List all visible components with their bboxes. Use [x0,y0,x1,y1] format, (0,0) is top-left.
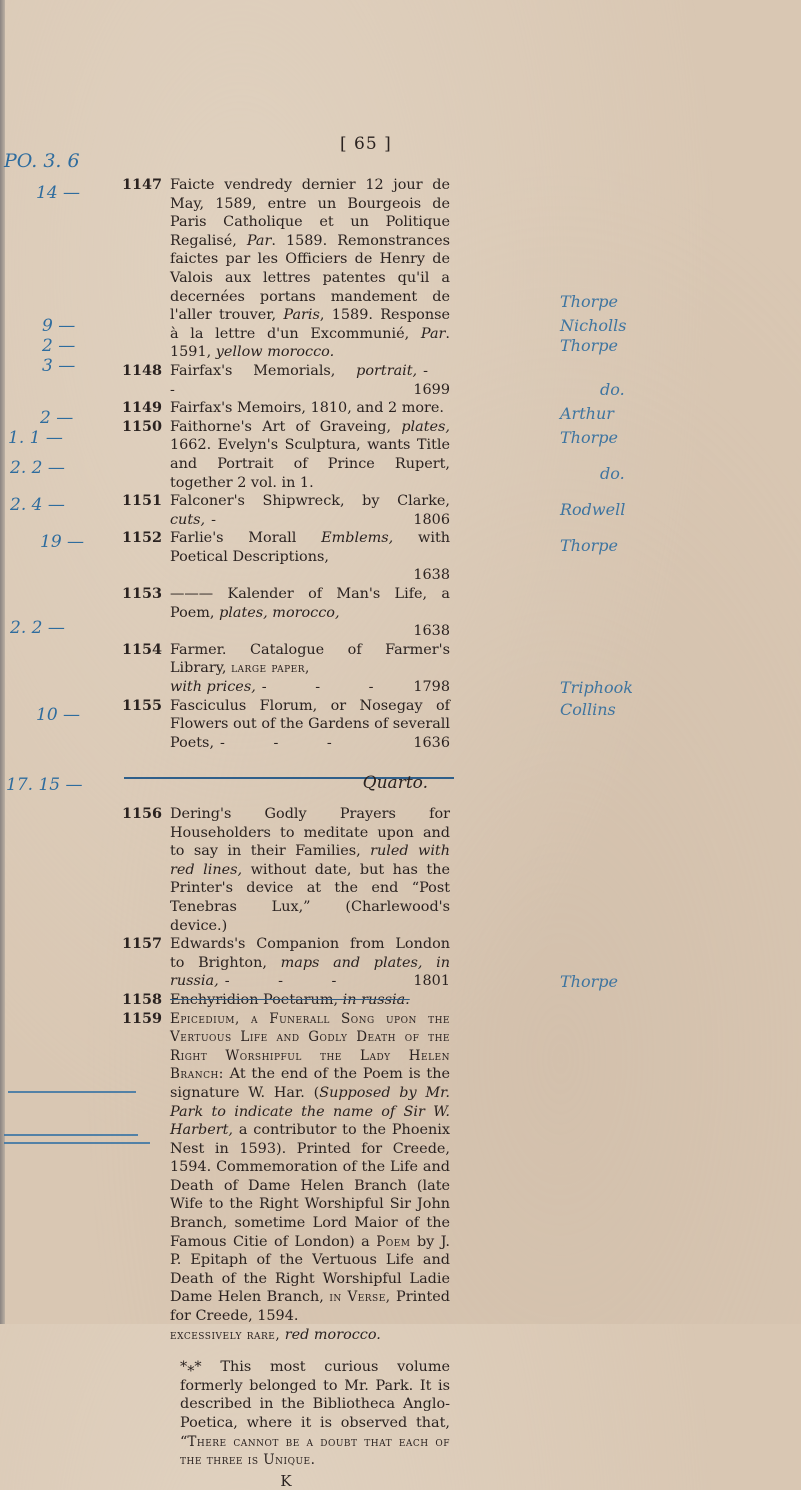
price-1150: 3 — [42,356,76,376]
lot-entry-1156 [122,805,450,935]
entry-date: 1699 [413,381,450,398]
lot-entry-1151: 1151 Falconer's Shipwreck, by Clarke, cuts, - 1806 [122,492,450,528]
entry-title: Falconer's Shipwreck, by Clarke, [170,493,450,510]
entry-text: . 1589. Remonstrances faictes par les Officiers de Henry de Valois aux lettres patentes qu'il a decernées portans mandement de l'aller trouver, [170,232,450,324]
lot-entry-1152 [122,529,450,585]
entry-date: 1798 [413,679,450,696]
entry-text: , 1589. Response à la lettre d'un Excommunié, [170,307,450,342]
entry-date: 1638 [413,567,450,584]
buyer-1150: do. [600,380,625,399]
lot-number: 1148 [122,361,163,379]
buyer-1151: Arthur [560,404,614,423]
lot-number: 1151 [122,492,163,510]
entry-note: maps and plates, in russia, [170,954,450,990]
price-1147: 14 — [36,183,81,203]
entry-text: Par [246,232,272,249]
entry-smallcaps: Poem [376,1233,411,1250]
lot-entry-1154: 1154 Farmer. Catalogue of Farmer's Library, large paper, with prices, - - - 1798 [122,640,450,696]
footnote-text: This most curious volume formerly belonged to Mr. Park. It is described in the Bibliotheca Anglo-Poetica, where it is observed that, “ [180,1359,450,1450]
entry-text: without date, but has the Printer's device at the end “Post Tenebras Lux,” (Charlewood's device.) [170,861,450,934]
entry-title: Edwards's Companion from London to Brighton, [170,936,450,971]
lot-entry-1148: 1148 Fairfax's Memorials, portrait, - - 1699 [122,361,450,398]
lot-entry-1158-struck [122,991,450,1010]
buyer-1159: Thorpe [560,972,618,991]
entry-title: Enchyridion Poetarum, [170,991,343,1008]
entry-text: Printed for Creede, 1594. [170,1289,450,1325]
buyer-1156: Triphook [560,678,633,697]
catalogue-text [122,176,450,1490]
price-1152: 1. 1 — [8,428,63,448]
footnote-smallcaps: There cannot be a doubt that each of the three is Unique. [180,1433,450,1469]
price-1149: 2 — [42,336,76,356]
entry-smallcaps: in Verse, [329,1289,391,1306]
page-edge [0,0,5,1324]
lot-entry-1155: 1155 Fasciculus Florum, or Nosegay of Flowers out of the Gardens of severall Poets, - - - 1636 [122,696,450,751]
lot-number: 1150 [122,417,163,435]
entry-note: in russia. [342,991,410,1008]
entry-text: Par [420,325,446,342]
lot-number: 1156 [122,805,163,822]
entry-title: Dering's Godly Prayers for Householders to meditate upon and to say in their Families, [170,806,450,860]
price-1154: 2. 4 — [10,495,65,515]
price-1153: 2. 2 — [10,458,65,478]
lot-number: 1153 [122,585,163,603]
entry-note: portrait, [356,362,418,379]
entry-title: ——— Kalender of Man's Life, a Poem, [170,586,450,621]
buyer-1157: Collins [560,700,616,719]
price-1155: 19 — [40,532,85,552]
lot-entry-1150 [122,418,450,492]
lot-number: 1152 [122,529,163,547]
buyer-1155: Thorpe [560,536,618,555]
entry-note: plates, [401,418,450,435]
price-1157: 10 — [36,705,81,725]
price-1151: 2 — [40,408,74,428]
entry-note: plates, morocco, [219,604,340,621]
entry-text: with Poetical Descriptions, [170,530,450,565]
entry-text: At the end of the Poem is the signature W. Har. ( [170,1066,450,1101]
lot-entry-1157: 1157 Edwards's Companion from London to Brighton, maps and plates, in russia, - - - 1801 [122,935,450,990]
entry-title: Faithorne's Art of Graveing, [170,418,402,435]
entry-note: ruled with red lines, [170,843,450,878]
entry-date: 1638 [413,623,450,640]
footnote-marker: *⁎* [180,1359,202,1376]
lot-number: 1159 [122,1009,163,1027]
lot-entry-1153 [122,585,450,641]
entry-date: 1806 [413,511,450,528]
price-1156: 2. 2 — [10,618,65,638]
top-left-annotation: PO. 3. 6 [4,150,80,172]
lot-number: 1157 [122,935,163,953]
entry-smallcaps: large paper, [231,660,310,677]
entry-text: . 1591, [170,325,450,361]
lot-number: 1147 [122,176,163,193]
lot-number: 1149 [122,399,163,417]
entry-note: Supposed by Mr. Park to indicate the name of Sir W. Harbert, [170,1084,450,1139]
price-1159: 17. 15 — [6,775,83,795]
entry-title: Fairfax's Memorials, [170,362,357,379]
buyer-1152: Thorpe [560,428,618,447]
lot-entry-1159 [122,1010,450,1345]
margin-pen-line [8,1091,136,1093]
buyer-1154: Rodwell [560,500,626,519]
entry-title: Epicedium, a Funerall Song upon the Vertuous Life and Godly Death of the Right Worshipful the Lady Helen Branch: [170,1010,450,1083]
entry-smallcaps: excessively rare, [170,1326,281,1343]
entry-note: cuts, [170,511,206,528]
entry-date: 1801 [413,973,450,990]
entry-text: Paris [283,307,320,324]
buyer-1153: do. [600,464,625,483]
entry-binding: red morocco. [280,1326,381,1343]
entry-title: Farlie's Morall [170,530,322,547]
entry-text: 1662. Evelyn's Sculptura, wants Title and Portrait of Prince Rupert, together 2 vol. in 1. [170,437,450,491]
signature-mark: K [280,1471,292,1490]
lot-number: 1155 [122,696,163,714]
entry-text: yellow morocco. [215,344,335,361]
margin-pen-line [4,1134,138,1136]
entry-title: Fairfax's Memoirs, 1810, and 2 more. [170,400,444,417]
entry-text: Faicte vendredy dernier 12 jour de May, 1589, entre un Bourgeois de Paris Catholique et un Politique Regalisé, [170,177,450,249]
lot-entry-1149 [122,399,450,418]
entry-title: Farmer. Catalogue of Farmer's Library, [170,641,450,677]
entry-text: by J. P. Epitaph of the Vertuous Life and Death of the Right Worshipful Ladie Dame Helen Branch, [170,1233,450,1306]
entry-note: with prices, [170,679,256,696]
entry-text: a contributor to the Phoenix Nest in 1593). Printed for Creede, 1594. Commemoration of the Life and Death of Dame Helen Branch (late Wife to the Right Worshipful Sir John Branch, sometime Lord Maior of the Famous Citie of London) a [170,1122,450,1250]
footnote [122,1358,450,1470]
section-heading-quarto: Quarto. [362,773,428,794]
lot-number: 1158 [122,990,163,1008]
page-number: [ 65 ] [340,134,392,154]
entry-date: 1636 [413,734,450,751]
lot-entry-1147 [122,176,450,362]
price-1148: 9 — [42,316,76,336]
buyer-1148: Nicholls [560,316,627,335]
entry-title: Fasciculus Florum, or Nosegay of Flowers out of the Gardens of severall Poets, [170,697,450,751]
lot-number: 1154 [122,640,163,658]
buyer-1147: Thorpe [560,292,618,311]
entry-note: Emblems, [321,530,394,547]
buyer-1149: Thorpe [560,336,618,355]
